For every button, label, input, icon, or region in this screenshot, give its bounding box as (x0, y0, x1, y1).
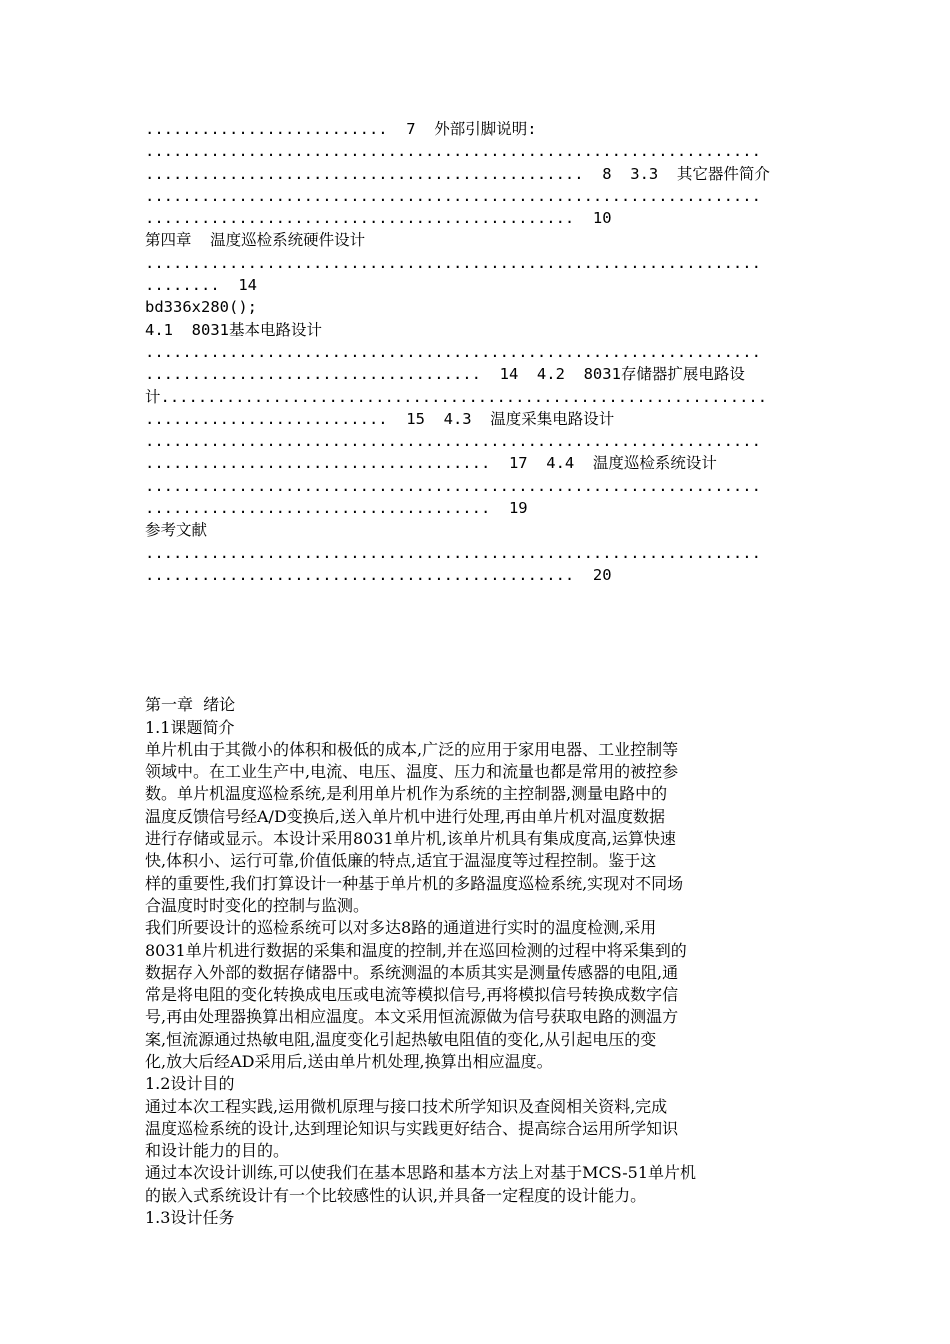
toc-chapter-heading: 第四章 温度巡检系统硬件设计 (145, 231, 366, 250)
paragraph-line: 温度反馈信号经A/D变换后,送入单片机中进行处理,再由单片机对温度数据 (145, 806, 665, 826)
section-heading: 1.1课题简介 (145, 717, 235, 737)
section-heading: 1.3设计任务 (145, 1208, 235, 1228)
paragraph-line: 的嵌入式系统设计有一个比较感性的认识,并具备一定程度的设计能力。 (145, 1185, 647, 1205)
table-of-contents (145, 118, 810, 586)
paragraph-line: 温度巡检系统的设计,达到理论知识与实践更好结合、提高综合运用所学知识 (145, 1118, 679, 1138)
toc-section-heading: 4.1 8031基本电路设计 (145, 320, 322, 339)
toc-line: .................................................................. (145, 476, 761, 495)
paragraph-line: 样的重要性,我们打算设计一种基于单片机的多路温度巡检系统,实现对不同场 (145, 873, 684, 893)
paragraph-line: 通过本次工程实践,运用微机原理与接口技术所学知识及查阅相关资料,完成 (145, 1096, 668, 1116)
paragraph-line: 数据存入外部的数据存储器中。系统测温的本质其实是测量传感器的电阻,通 (145, 962, 679, 982)
toc-line: .................................................................. (145, 253, 761, 272)
paragraph-line: 案,恒流源通过热敏电阻,温度变化引起热敏电阻值的变化,从引起电压的变 (145, 1029, 657, 1049)
toc-line: .............................................. 20 (145, 565, 612, 584)
paragraph-line: 合温度时时变化的控制与监测。 (145, 895, 370, 915)
toc-line: .................................................................. (145, 432, 761, 451)
toc-line: .......................... 7 外部引脚说明: (145, 120, 537, 138)
paragraph-line: 进行存储或显示。本设计采用8031单片机,该单片机具有集成度高,运算快速 (145, 829, 676, 849)
chapter-body (145, 694, 810, 1229)
toc-line: .................................................................. (145, 543, 761, 562)
paragraph-line: 常是将电阻的变化转换成电压或电流等模拟信号,再将模拟信号转换成数字信 (145, 985, 679, 1005)
paragraph-line: 通过本次设计训练,可以使我们在基本思路和基本方法上对基于MCS-51单片机 (145, 1163, 697, 1183)
paragraph-line: 快,体积小、运行可靠,价值低廉的特点,适宜于温湿度等过程控制。鉴于这 (145, 851, 657, 871)
section-gap (145, 586, 810, 694)
paragraph-line: 单片机由于其微小的体积和极低的成本,广泛的应用于家用电器、工业控制等 (145, 739, 679, 759)
paragraph-line: 和设计能力的目的。 (145, 1141, 290, 1161)
chapter-title: 第一章 绪论 (145, 695, 236, 715)
toc-line: .................................................................. (145, 186, 761, 205)
toc-line: .................................... 14 4.2 8031存储器扩展电路设 (145, 365, 745, 384)
section-heading: 1.2设计目的 (145, 1074, 235, 1094)
paragraph-line: 领域中。在工业生产中,电流、电压、温度、压力和流量也都是常用的被控参 (145, 762, 679, 782)
paragraph-line: 8031单片机进行数据的采集和温度的控制,并在巡回检测的过程中将采集到的 (145, 940, 687, 960)
toc-references-heading: 参考文献 (145, 521, 208, 540)
toc-line: .......................... 15 4.3 温度采集电路设计 (145, 409, 615, 428)
paragraph-line: 我们所要设计的巡检系统可以对多达8路的通道进行实时的温度检测,采用 (145, 918, 657, 938)
toc-ad-code: bd336x280(); (145, 298, 257, 317)
toc-line: ..................................... 19 (145, 499, 528, 518)
toc-line: .................................................................. (145, 142, 761, 161)
document-page (145, 118, 810, 1229)
toc-line: .............................................. 10 (145, 209, 612, 228)
toc-line: ............................................... 8 3.3 其它器件简介 (145, 164, 770, 183)
toc-line: ........ 14 (145, 276, 257, 295)
toc-line: .................................................................. (145, 342, 761, 361)
paragraph-line: 化,放大后经AD采用后,送由单片机处理,换算出相应温度。 (145, 1051, 553, 1071)
toc-line: 计................................................................. (145, 387, 768, 406)
paragraph-line: 号,再由处理器换算出相应温度。本文采用恒流源做为信号获取电路的测温方 (145, 1007, 679, 1027)
toc-line: ..................................... 17 4.4 温度巡检系统设计 (145, 454, 717, 473)
paragraph-line: 数。单片机温度巡检系统,是利用单片机作为系统的主控制器,测量电路中的 (145, 784, 668, 804)
